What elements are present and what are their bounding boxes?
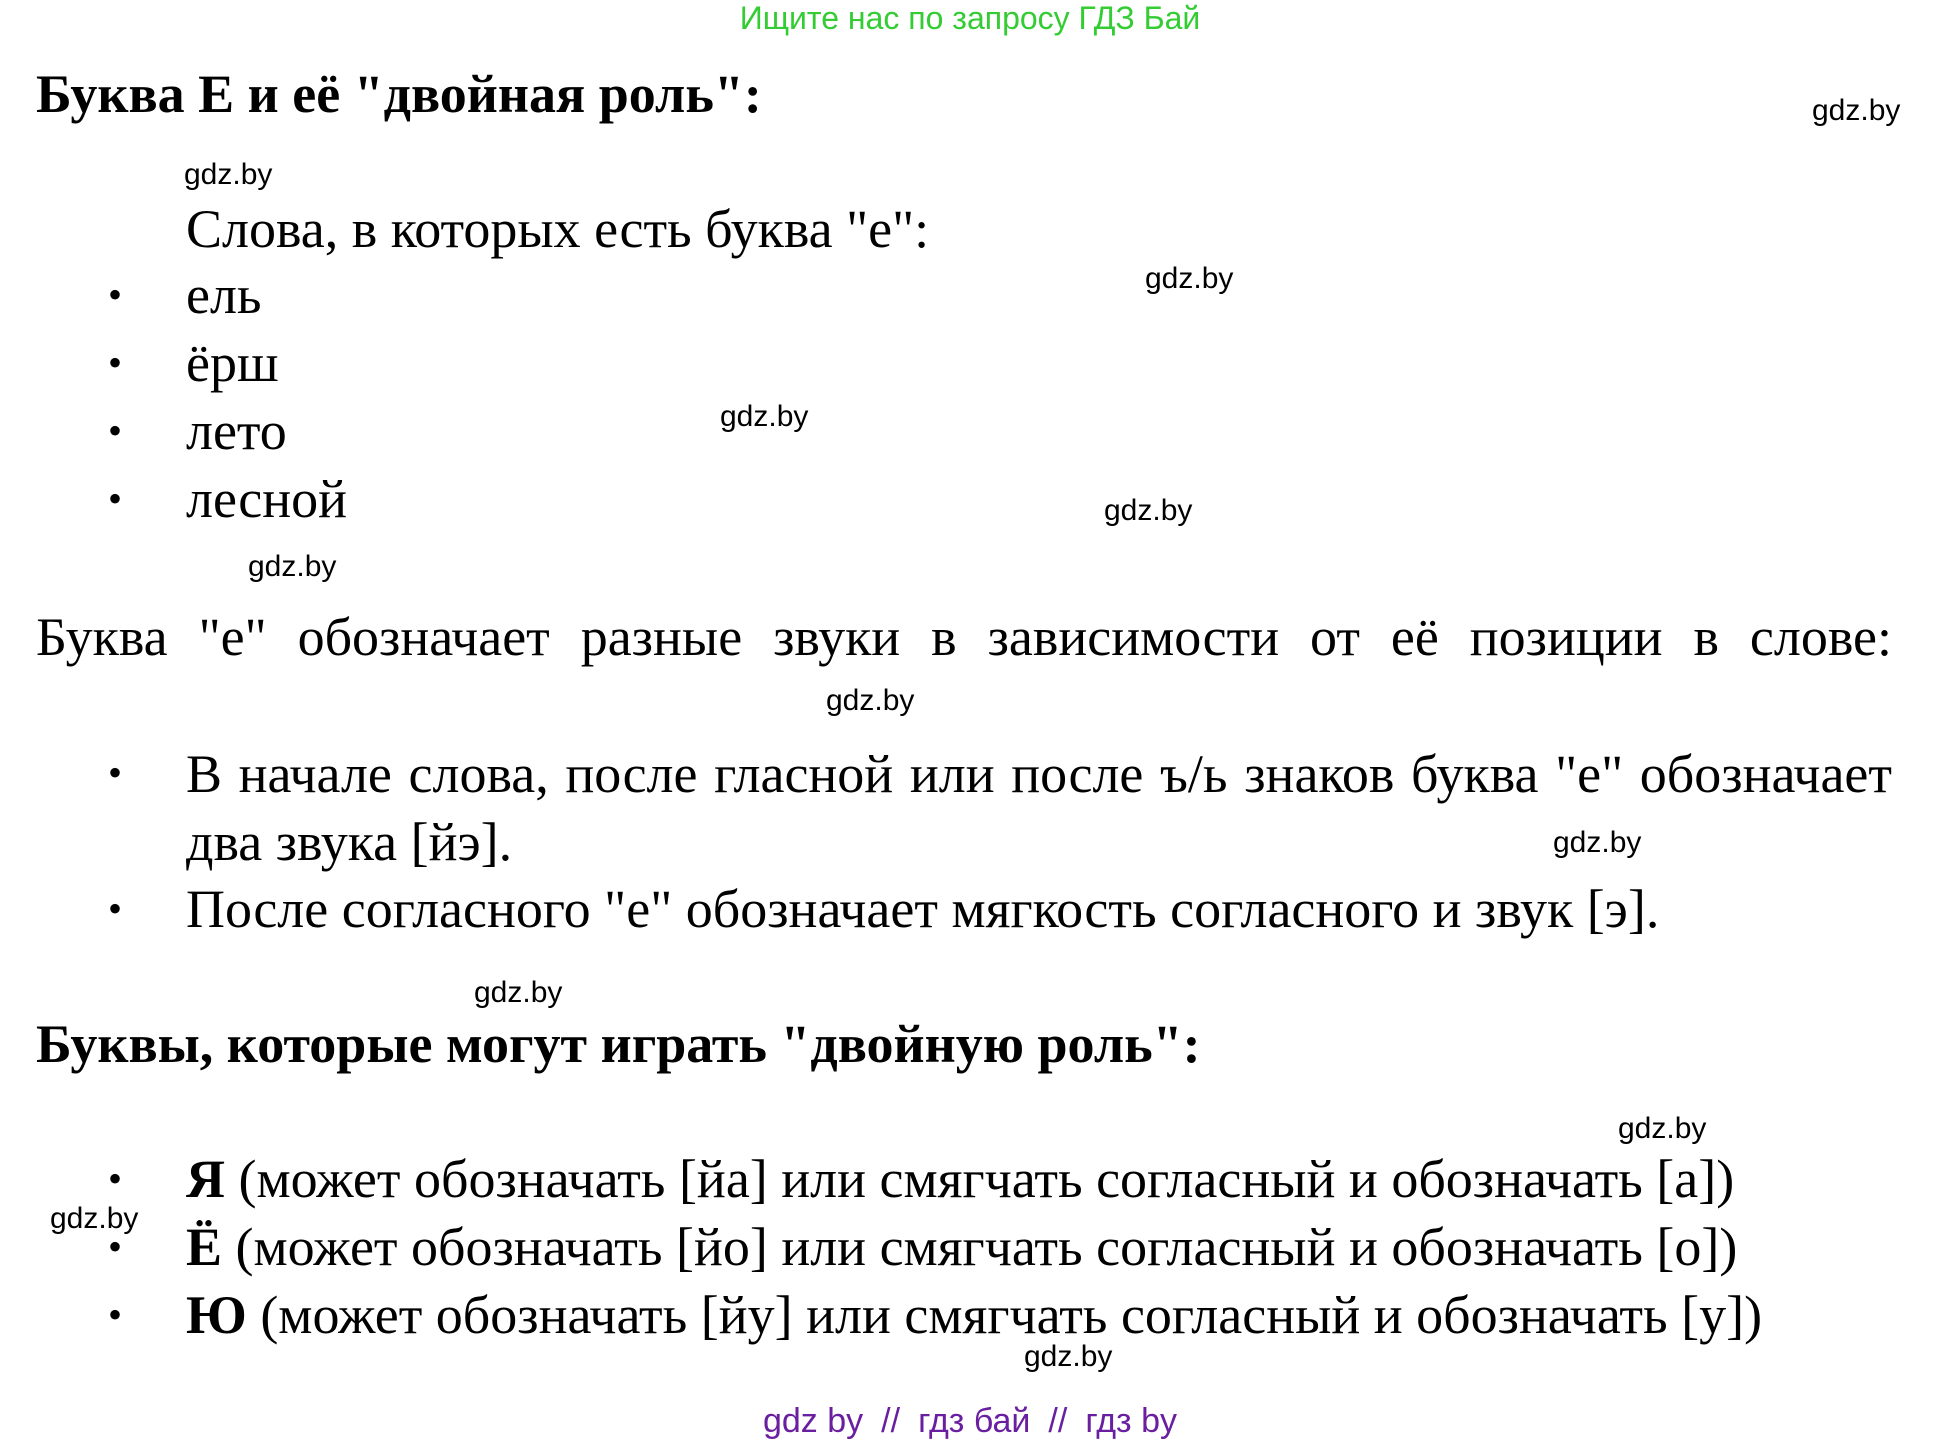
rule-item: После согласного "е" обозначает мягкость согласного и звук [э]. (186, 879, 1660, 939)
letter-item (186, 1214, 1737, 1280)
bullet-icon: • (108, 340, 123, 385)
letter-description: (может обозначать [йа] или смягчать согласный и обозначать [а]) (238, 1149, 1735, 1209)
watermark: gdz.by (1618, 1112, 1707, 1145)
bullet-icon: • (108, 750, 123, 795)
heading-letter-e: Буква Е и её "двойная роль": (36, 64, 762, 124)
footer-link[interactable]: гдз by (1085, 1402, 1177, 1440)
letter-item (186, 1282, 1762, 1348)
footer-separator: // (881, 1402, 901, 1440)
watermark: gdz.by (184, 158, 273, 191)
footer-link[interactable]: gdz by (762, 1402, 864, 1440)
letter-label: Ю (186, 1285, 247, 1345)
word-item: ёрш (186, 333, 279, 393)
bullet-icon: • (108, 272, 123, 317)
watermark: gdz.by (50, 1202, 139, 1235)
watermark: gdz.by (1553, 826, 1642, 859)
bullet-icon: • (108, 408, 123, 453)
bullet-icon: • (108, 1156, 123, 1201)
letter-description: (может обозначать [йо] или смягчать согласный и обозначать [о]) (235, 1217, 1738, 1277)
letter-description: (может обозначать [йу] или смягчать согласный и обозначать [у]) (260, 1285, 1763, 1345)
letter-item (186, 1146, 1734, 1212)
word-item: ель (186, 265, 262, 325)
letter-label: Я (186, 1149, 225, 1209)
footer-separator: // (1048, 1402, 1068, 1440)
watermark: gdz.by (1024, 1340, 1113, 1373)
watermark: gdz.by (474, 976, 563, 1009)
footer-link[interactable]: гдз бай (918, 1402, 1031, 1440)
watermark: gdz.by (1145, 262, 1234, 295)
word-item: лесной (186, 469, 348, 529)
statement-text: Буква "е" обозначает разные звуки в зависимости от её позиции в слове: (36, 607, 1892, 667)
word-item: лето (186, 401, 287, 461)
bullet-icon: • (108, 1224, 123, 1269)
bullet-icon: • (108, 1292, 123, 1337)
top-banner: Ищите нас по запросу ГДЗ Бай (739, 0, 1201, 36)
bullet-icon: • (108, 476, 123, 521)
letter-label: Ё (186, 1217, 223, 1277)
watermark: gdz.by (1104, 494, 1193, 527)
watermark: gdz.by (720, 400, 809, 433)
watermark: gdz.by (248, 550, 337, 583)
rule-item: В начале слова, после гласной или после ъ/ь знаков буква "е" обозначает два звука [йэ]. (186, 744, 1892, 872)
bullet-icon: • (108, 886, 123, 931)
intro-text: Слова, в которых есть буква "е": (186, 199, 930, 259)
heading-double-role-letters: Буквы, которые могут играть "двойную роль": (36, 1014, 1201, 1074)
footer-links (0, 1402, 1940, 1440)
watermark: gdz.by (826, 684, 915, 717)
watermark: gdz.by (1812, 94, 1901, 127)
